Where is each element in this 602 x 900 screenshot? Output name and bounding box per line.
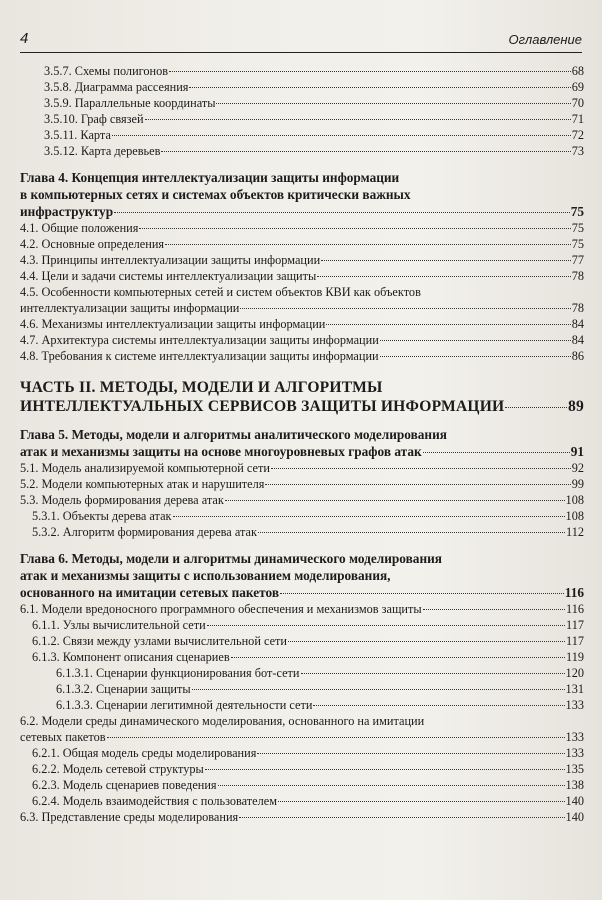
- part-title-line: ЧАСТЬ II. МЕТОДЫ, МОДЕЛИ И АЛГОРИТМЫ: [20, 379, 383, 396]
- leader-dots: [161, 151, 570, 152]
- toc-entry[interactable]: [20, 220, 584, 236]
- leader-dots: [280, 593, 564, 594]
- toc-entry-title: 4.7. Архитектура системы интеллектуализации защиты информации: [20, 333, 379, 347]
- toc-entry[interactable]: [20, 524, 584, 540]
- leader-dots: [505, 407, 567, 408]
- leader-dots: [107, 737, 565, 738]
- toc-entry-title: 5.3. Модель формирования дерева атак: [20, 493, 224, 507]
- chapter-title-line: Глава 5. Методы, модели и алгоритмы аналитического моделирования: [20, 427, 447, 442]
- toc-entry-title: 4.2. Основные определения: [20, 237, 165, 251]
- leader-dots: [231, 657, 565, 658]
- toc-entry[interactable]: [20, 508, 584, 524]
- toc-entry[interactable]: [20, 777, 584, 793]
- toc-entry-page: 140: [565, 794, 584, 808]
- toc-entry-page: 78: [571, 301, 584, 315]
- leader-dots: [321, 260, 571, 261]
- part-2: [20, 378, 584, 416]
- toc-entry-page: 133: [565, 698, 584, 712]
- toc-entry-page: 86: [571, 349, 584, 363]
- toc-entry[interactable]: [20, 665, 584, 681]
- chapter-page: 75: [570, 204, 584, 219]
- leader-dots: [165, 244, 571, 245]
- chapter-title-last-line: инфраструктур: [20, 204, 114, 219]
- leader-dots: [301, 673, 565, 674]
- toc-entry-title: 5.3.1. Объекты дерева атак: [32, 509, 172, 523]
- leader-dots: [380, 340, 571, 341]
- leader-dots: [218, 785, 565, 786]
- toc-entry[interactable]: [20, 143, 584, 159]
- chapter-6-entry[interactable]: [20, 584, 584, 601]
- toc-entry-title: 6.1.3.1. Сценарии функционирования бот-сети: [56, 666, 300, 680]
- toc-entry-page: 117: [566, 634, 584, 648]
- toc-entry-page: 69: [571, 80, 584, 94]
- toc-entry-title: 6.2.2. Модель сетевой структуры: [32, 762, 204, 776]
- toc-entry-page: 131: [565, 682, 584, 696]
- toc-entry-page: 71: [571, 112, 584, 126]
- chapter-6: [20, 550, 584, 601]
- toc-entry-page: 70: [571, 96, 584, 110]
- toc-entry[interactable]: [20, 697, 584, 713]
- leader-dots: [278, 801, 565, 802]
- leader-dots: [423, 609, 565, 610]
- leader-dots: [216, 103, 570, 104]
- toc-entry-title: 6.1.2. Связи между узлами вычислительной сети: [32, 634, 287, 648]
- toc-entry-title: 3.5.8. Диаграмма рассеяния: [44, 80, 189, 94]
- page-number: 4: [20, 30, 29, 47]
- toc-entry-page: 73: [571, 144, 584, 158]
- chapter-title-line: атак и механизмы защиты с использованием моделирования,: [20, 568, 391, 583]
- leader-dots: [169, 71, 571, 72]
- toc-entry[interactable]: [20, 633, 584, 649]
- chapter-page: 91: [570, 444, 584, 459]
- toc-entry[interactable]: [20, 79, 584, 95]
- toc-entry[interactable]: [20, 809, 584, 825]
- toc-entry[interactable]: [20, 745, 584, 761]
- toc-entry[interactable]: [20, 793, 584, 809]
- toc-entry[interactable]: [20, 729, 584, 745]
- toc-group-3-5: [20, 63, 584, 159]
- toc-entry-page: 138: [565, 778, 584, 792]
- part-title-last-line: ИНТЕЛЛЕКТУАЛЬНЫХ СЕРВИСОВ ЗАЩИТЫ ИНФОРМАЦИИ: [20, 398, 505, 415]
- leader-dots: [207, 625, 565, 626]
- leader-dots: [258, 532, 565, 533]
- toc-entry-title: сетевых пакетов: [20, 730, 106, 744]
- toc-entry-page: 68: [571, 64, 584, 78]
- toc-entry-page: 112: [566, 525, 584, 539]
- toc-entry[interactable]: [20, 63, 584, 79]
- chapter-4-entry[interactable]: [20, 203, 584, 220]
- toc-entry-title: 6.1.3.2. Сценарии защиты: [56, 682, 191, 696]
- toc-entry-title: 5.2. Модели компьютерных атак и нарушителя: [20, 477, 265, 491]
- toc-entry-title: 4.3. Принципы интеллектуализации защиты информации: [20, 253, 321, 267]
- leader-dots: [423, 452, 570, 453]
- toc-entry-page: 78: [571, 269, 584, 283]
- toc-entry-page: 133: [565, 730, 584, 744]
- toc-entry-title: 5.3.2. Алгоритм формирования дерева атак: [32, 525, 257, 539]
- page-header: [20, 30, 582, 52]
- leader-dots: [173, 516, 565, 517]
- leader-dots: [145, 119, 571, 120]
- toc-entry-title: 5.1. Модель анализируемой компьютерной сети: [20, 461, 270, 475]
- leader-dots: [317, 276, 570, 277]
- leader-dots: [271, 468, 571, 469]
- toc-entry-title: 3.5.12. Карта деревьев: [44, 144, 161, 158]
- part-2-entry[interactable]: [20, 397, 584, 416]
- leader-dots: [114, 212, 570, 213]
- toc-entry-wrapped-line: 6.2. Модели среды динамического моделирования, основанного на имитации: [20, 714, 425, 728]
- toc-entry[interactable]: [20, 316, 584, 332]
- toc-entry[interactable]: [20, 761, 584, 777]
- leader-dots: [240, 308, 570, 309]
- toc-entry-page: 119: [566, 650, 584, 664]
- toc-entry-page: 120: [565, 666, 584, 680]
- running-title: Оглавление: [508, 32, 582, 47]
- toc-entry[interactable]: [20, 236, 584, 252]
- toc-entry-page: 117: [566, 618, 584, 632]
- toc-entry-page: 92: [571, 461, 584, 475]
- leader-dots: [112, 135, 571, 136]
- leader-dots: [380, 356, 571, 357]
- chapter-5: [20, 426, 584, 460]
- toc-entry-page: 75: [571, 221, 584, 235]
- toc-entry-title: 4.8. Требования к системе интеллектуализации защиты информации: [20, 349, 379, 363]
- toc-entry-title: 3.5.10. Граф связей: [44, 112, 144, 126]
- chapter-title-line: Глава 4. Концепция интеллектуализации защиты информации: [20, 170, 400, 185]
- toc-entry-page: 84: [571, 317, 584, 331]
- toc-entry-title: 4.4. Цели и задачи системы интеллектуализации защиты: [20, 269, 317, 283]
- toc-entry-page: 133: [565, 746, 584, 760]
- toc-entry[interactable]: [20, 460, 584, 476]
- toc-entry-page: 75: [571, 237, 584, 251]
- leader-dots: [189, 87, 570, 88]
- table-of-contents: [20, 63, 584, 825]
- chapter-page: 116: [564, 585, 584, 600]
- toc-entry-page: 116: [566, 602, 584, 616]
- toc-entry-title: 6.1. Модели вредоносного программного обеспечения и механизмов защиты: [20, 602, 422, 616]
- chapter-title-line: в компьютерных сетях и системах объектов критически важных: [20, 187, 411, 202]
- toc-entry[interactable]: [20, 252, 584, 268]
- chapter-4: [20, 169, 584, 220]
- toc-entry-title: 6.2.4. Модель взаимодействия с пользователем: [32, 794, 277, 808]
- chapter-title-last-line: основанного на имитации сетевых пакетов: [20, 585, 280, 600]
- chapter-title-last-line: атак и механизмы защиты на основе многоуровневых графов атак: [20, 444, 422, 459]
- toc-entry-title: 6.2.3. Модель сценариев поведения: [32, 778, 217, 792]
- leader-dots: [192, 689, 565, 690]
- toc-entry[interactable]: [20, 111, 584, 127]
- leader-dots: [225, 500, 565, 501]
- toc-entry[interactable]: [20, 268, 584, 284]
- toc-entry-title: 3.5.7. Схемы полигонов: [44, 64, 169, 78]
- leader-dots: [326, 324, 570, 325]
- part-page: 89: [568, 398, 584, 415]
- toc-entry[interactable]: [20, 476, 584, 492]
- toc-entry[interactable]: [20, 348, 584, 364]
- toc-entry-title: 6.3. Представление среды моделирования: [20, 810, 239, 824]
- toc-entry-title: 6.2.1. Общая модель среды моделирования: [32, 746, 257, 760]
- toc-entry-page: 135: [565, 762, 584, 776]
- toc-entry-title: 4.1. Общие положения: [20, 221, 139, 235]
- toc-entry[interactable]: [20, 649, 584, 665]
- toc-entry-title: 6.1.1. Узлы вычислительной сети: [32, 618, 206, 632]
- leader-dots: [265, 484, 570, 485]
- toc-entry[interactable]: [20, 601, 584, 617]
- toc-entry-wrapped-line: 4.5. Особенности компьютерных сетей и систем объектов КВИ как объектов: [20, 285, 421, 299]
- leader-dots: [239, 817, 564, 818]
- leader-dots: [313, 705, 564, 706]
- toc-entry-page: 99: [571, 477, 584, 491]
- leader-dots: [257, 753, 564, 754]
- header-rule: [20, 52, 582, 53]
- toc-entry[interactable]: [20, 617, 584, 633]
- toc-entry-title: 6.1.3. Компонент описания сценариев: [32, 650, 230, 664]
- leader-dots: [139, 228, 570, 229]
- chapter-title-line: Глава 6. Методы, модели и алгоритмы динамического моделирования: [20, 551, 442, 566]
- toc-entry[interactable]: [20, 300, 584, 316]
- toc-entry-title: 3.5.9. Параллельные координаты: [44, 96, 216, 110]
- toc-entry-title: 4.6. Механизмы интеллектуализации защиты информации: [20, 317, 326, 331]
- toc-entry[interactable]: [20, 95, 584, 111]
- toc-entry-page: 84: [571, 333, 584, 347]
- toc-entry-title: 3.5.11. Карта: [44, 128, 111, 142]
- leader-dots: [205, 769, 565, 770]
- toc-entry-page: 72: [571, 128, 584, 142]
- toc-entry-page: 77: [571, 253, 584, 267]
- toc-entry[interactable]: [20, 332, 584, 348]
- toc-entry[interactable]: [20, 681, 584, 697]
- toc-entry-page: 108: [565, 493, 584, 507]
- toc-entry-page: 140: [565, 810, 584, 824]
- toc-entry-title: интеллектуализации защиты информации: [20, 301, 240, 315]
- toc-entry-title: 6.1.3.3. Сценарии легитимной деятельности сети: [56, 698, 313, 712]
- chapter-5-entry[interactable]: [20, 443, 584, 460]
- toc-entry[interactable]: [20, 127, 584, 143]
- leader-dots: [288, 641, 565, 642]
- toc-entry[interactable]: [20, 492, 584, 508]
- toc-entry-page: 108: [565, 509, 584, 523]
